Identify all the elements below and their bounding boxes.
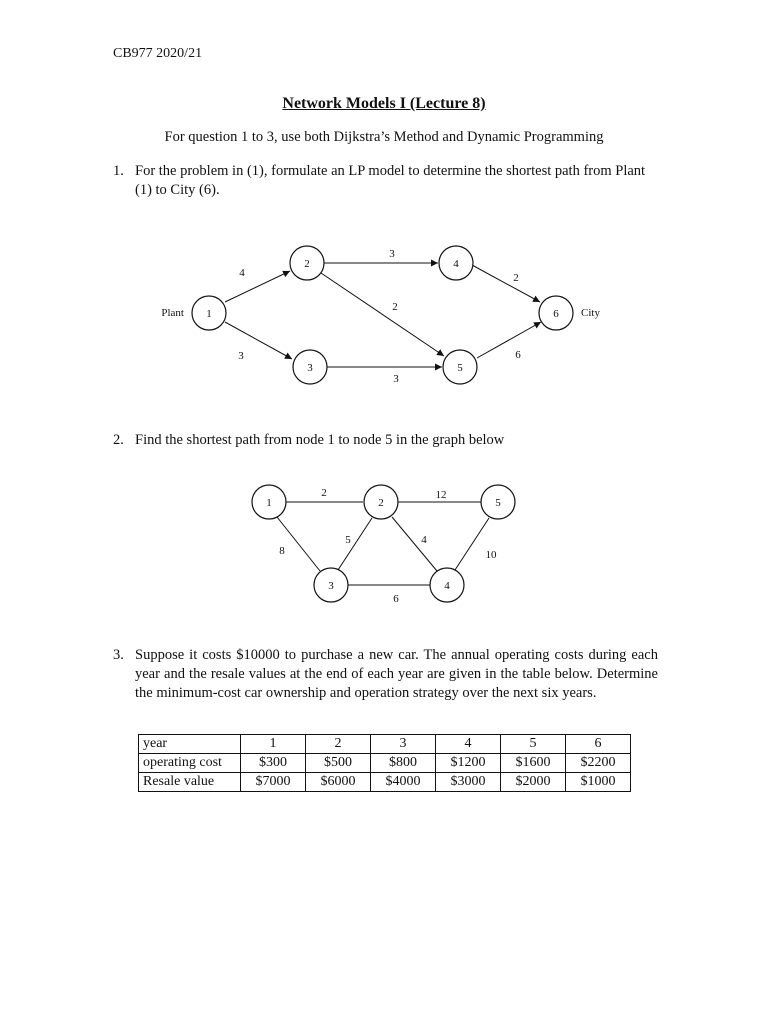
node-label: 4 [444, 580, 450, 592]
city-label: City [581, 307, 600, 319]
table-cell: $2000 [501, 773, 566, 792]
node-label: 4 [453, 258, 459, 270]
node-label: 2 [304, 258, 310, 270]
edge-weight: 3 [389, 248, 395, 260]
table-cell: $1200 [436, 754, 501, 773]
table-cell: $300 [241, 754, 306, 773]
node-label: 2 [378, 497, 384, 509]
edge-2-3 [338, 518, 372, 570]
edge-2-4 [392, 517, 437, 571]
edge-weight: 4 [239, 267, 245, 279]
table-cell: $4000 [371, 773, 436, 792]
question-text: Find the shortest path from node 1 to node 5 in the graph below [135, 432, 505, 448]
document-header: CB977 2020/21 [113, 46, 203, 61]
node-label: 3 [328, 580, 334, 592]
table-cell: 2 [306, 735, 371, 754]
edge-weight: 12 [435, 489, 447, 501]
table-cell: $7000 [241, 773, 306, 792]
edge-1-3 [277, 517, 320, 571]
edge-weight: 5 [345, 534, 351, 546]
table-header-row [139, 735, 631, 754]
table-cell: 4 [436, 735, 501, 754]
table-cell: $2200 [566, 754, 631, 773]
edge-weight: 6 [393, 593, 399, 605]
edge-weight: 4 [421, 534, 427, 546]
table-row [139, 773, 631, 792]
node-label: 5 [457, 362, 463, 374]
table-cell: $6000 [306, 773, 371, 792]
plant-label: Plant [161, 307, 184, 319]
edge-5-6 [477, 322, 541, 358]
edge-weight: 3 [238, 350, 244, 362]
question-number: 2. [113, 432, 124, 448]
question-text: Suppose it costs $10000 to purchase a new car. The annual operating costs during each year and the resale values at the end of each year are given in the table below. Determine the minimum-cost car ownership and operation strategy over the next six years. [135, 647, 658, 701]
question-number: 1. [113, 163, 124, 179]
edge-weight: 10 [485, 549, 497, 561]
table-cell: 5 [501, 735, 566, 754]
edge-weight: 2 [513, 272, 519, 284]
table-cell: $1000 [566, 773, 631, 792]
question-2 [113, 431, 658, 450]
node-label: 3 [307, 362, 313, 374]
edge-4-6 [472, 265, 540, 302]
table-cell: $500 [306, 754, 371, 773]
table-cell: $800 [371, 754, 436, 773]
table-row [139, 754, 631, 773]
edge-2-5 [321, 273, 444, 356]
page-subtitle: For question 1 to 3, use both Dijkstra’s Method and Dynamic Programming [164, 129, 604, 145]
edge-weight: 2 [392, 301, 398, 313]
node-label: 6 [553, 308, 559, 320]
table-cell: $1600 [501, 754, 566, 773]
edge-1-2 [225, 271, 290, 302]
table-cell: 3 [371, 735, 436, 754]
edge-weight: 6 [515, 349, 521, 361]
question-3 [113, 646, 658, 703]
question-number: 3. [113, 647, 124, 663]
table-cell: Resale value [139, 773, 241, 792]
node-label: 1 [206, 308, 212, 320]
edge-weight: 2 [321, 487, 327, 499]
table-cell: 6 [566, 735, 631, 754]
edge-4-5 [455, 518, 489, 570]
table-cell: operating cost [139, 754, 241, 773]
table-cell: 1 [241, 735, 306, 754]
car-cost-table [138, 734, 631, 792]
node-label: 5 [495, 497, 501, 509]
table-cell: year [139, 735, 241, 754]
edge-1-3 [225, 322, 292, 359]
edge-weight: 8 [279, 545, 285, 557]
table-cell: $3000 [436, 773, 501, 792]
edge-weight: 3 [393, 373, 399, 385]
page-title: Network Models I (Lecture 8) [282, 95, 486, 112]
question-text: For the problem in (1), formulate an LP model to determine the shortest path from Plant (1) to City (6). [135, 163, 646, 198]
node-label: 1 [266, 497, 272, 509]
